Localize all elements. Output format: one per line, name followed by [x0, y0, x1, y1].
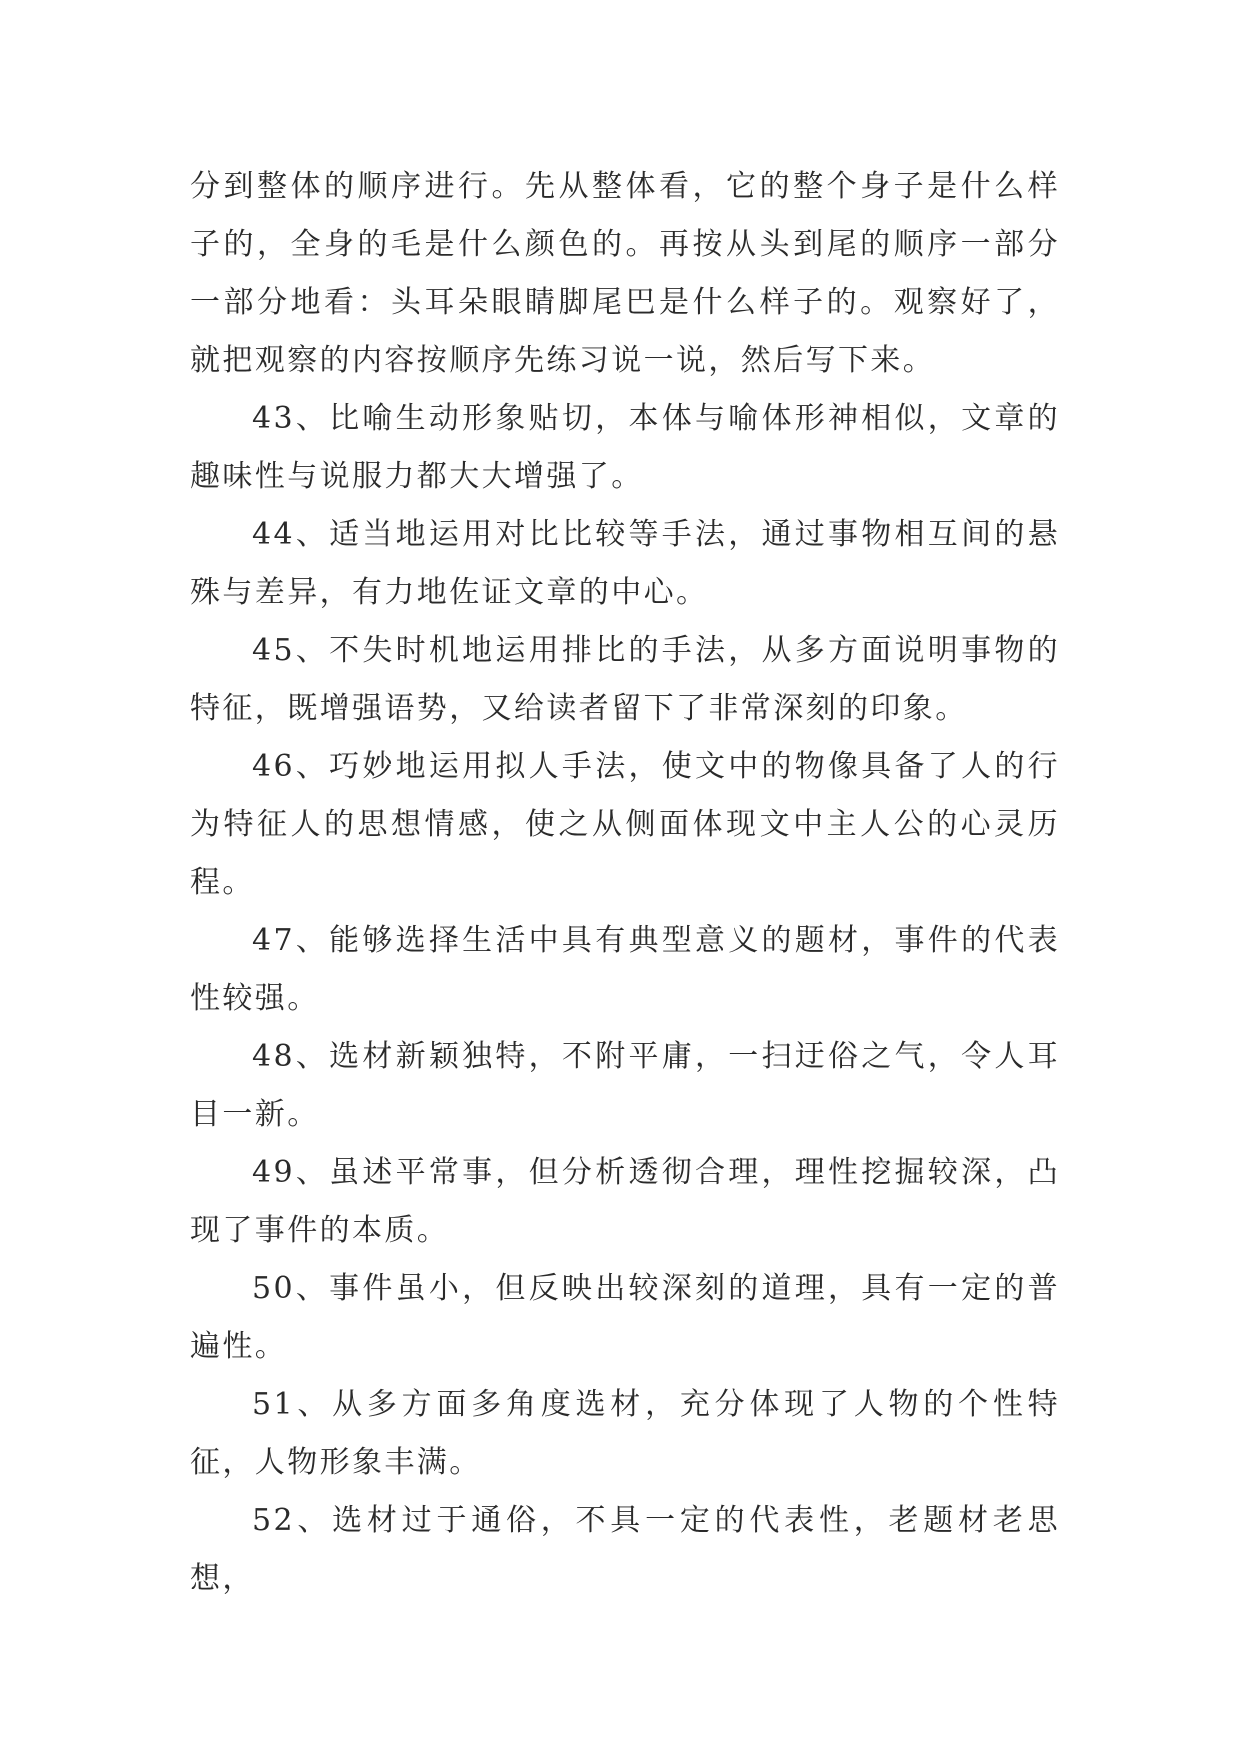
- paragraph-item-48: 48、选材新颖独特，不附平庸，一扫迂俗之气，令人耳目一新。: [190, 1039, 1060, 1132]
- document-body: [190, 158, 1060, 1608]
- paragraph-item-45: 45、不失时机地运用排比的手法，从多方面说明事物的特征，既增强语势，又给读者留下了非常深刻的印象。: [190, 633, 1060, 726]
- paragraph-item-51: 51、从多方面多角度选材，充分体现了人物的个性特征，人物形象丰满。: [190, 1387, 1060, 1480]
- paragraph-item-47: 47、能够选择生活中具有典型意义的题材，事件的代表性较强。: [190, 923, 1060, 1016]
- paragraph-item-50: 50、事件虽小，但反映出较深刻的道理，具有一定的普遍性。: [190, 1271, 1060, 1364]
- paragraph-item-44: 44、适当地运用对比比较等手法，通过事物相互间的悬殊与差异，有力地佐证文章的中心。: [190, 517, 1060, 610]
- paragraph-item-46: 46、巧妙地运用拟人手法，使文中的物像具备了人的行为特征人的思想情感，使之从侧面体现文中主人公的心灵历程。: [190, 749, 1060, 900]
- paragraph-continuation: 分到整体的顺序进行。先从整体看，它的整个身子是什么样子的，全身的毛是什么颜色的。再按从头到尾的顺序一部分一部分地看：头耳朵眼睛脚尾巴是什么样子的。观察好了，就把观察的内容按顺序先练习说一说，然后写下来。: [190, 169, 1060, 378]
- paragraph-item-43: 43、比喻生动形象贴切，本体与喻体形神相似，文章的趣味性与说服力都大大增强了。: [190, 401, 1060, 494]
- paragraph-item-49: 49、虽述平常事，但分析透彻合理，理性挖掘较深，凸现了事件的本质。: [190, 1155, 1060, 1248]
- paragraph-item-52: 52、选材过于通俗，不具一定的代表性，老题材老思想，: [190, 1503, 1060, 1596]
